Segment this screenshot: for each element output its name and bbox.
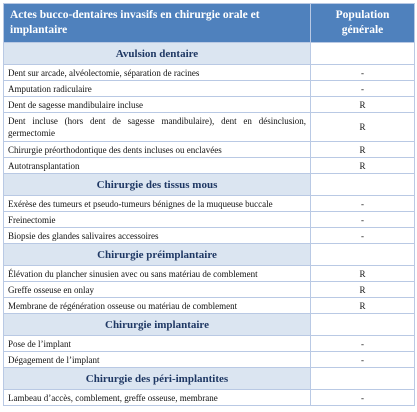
population-cell: -	[311, 196, 415, 212]
section-empty-cell	[311, 244, 415, 266]
section-empty-cell	[311, 43, 415, 65]
table-row	[4, 142, 415, 158]
table-row	[4, 97, 415, 113]
population-cell: R	[311, 282, 415, 298]
population-cell: R	[311, 142, 415, 158]
act-cell: Lambeau d’accès, comblement, greffe osseuse, membrane	[4, 390, 311, 406]
section-empty-cell	[311, 174, 415, 196]
table-row	[4, 282, 415, 298]
section-title: Avulsion dentaire	[4, 43, 311, 65]
table-row	[4, 212, 415, 228]
section-empty-cell	[311, 368, 415, 390]
population-cell: R	[311, 298, 415, 314]
act-cell: Élévation du plancher sinusien avec ou sans matériau de comblement	[4, 266, 311, 282]
section-row	[4, 43, 415, 65]
act-cell: Amputation radiculaire	[4, 81, 311, 97]
population-cell: -	[311, 65, 415, 81]
population-cell: R	[311, 266, 415, 282]
table-row	[4, 65, 415, 81]
population-cell: -	[311, 212, 415, 228]
table-row	[4, 266, 415, 282]
section-title: Chirurgie préimplantaire	[4, 244, 311, 266]
act-cell: Pose de l’implant	[4, 336, 311, 352]
table-row	[4, 336, 415, 352]
population-cell: -	[311, 390, 415, 406]
population-cell: R	[311, 113, 415, 142]
act-cell: Dent de sagesse mandibulaire incluse	[4, 97, 311, 113]
section-title: Chirurgie implantaire	[4, 314, 311, 336]
act-cell: Dent sur arcade, alvéolectomie, séparation de racines	[4, 65, 311, 81]
header-population: Population générale	[311, 4, 415, 43]
section-row	[4, 174, 415, 196]
table-row	[4, 113, 415, 142]
table-row	[4, 81, 415, 97]
population-cell: -	[311, 81, 415, 97]
section-title: Chirurgie des péri-implantites	[4, 368, 311, 390]
act-cell: Greffe osseuse en onlay	[4, 282, 311, 298]
act-cell: Membrane de régénération osseuse ou matériau de comblement	[4, 298, 311, 314]
table-header-row	[4, 4, 415, 43]
section-row	[4, 368, 415, 390]
procedures-table	[3, 3, 415, 406]
population-cell: R	[311, 158, 415, 174]
table-row	[4, 390, 415, 406]
table-row	[4, 196, 415, 212]
act-cell: Exérèse des tumeurs et pseudo-tumeurs bénignes de la muqueuse buccale	[4, 196, 311, 212]
table-row	[4, 228, 415, 244]
section-title: Chirurgie des tissus mous	[4, 174, 311, 196]
table-row	[4, 298, 415, 314]
population-cell: R	[311, 97, 415, 113]
act-cell: Dent incluse (hors dent de sagesse mandibulaire), dent en désinclusion, germectomie	[4, 113, 311, 142]
act-cell: Chirurgie préorthodontique des dents incluses ou enclavées	[4, 142, 311, 158]
act-cell: Autotransplantation	[4, 158, 311, 174]
population-cell: -	[311, 228, 415, 244]
act-cell: Freinectomie	[4, 212, 311, 228]
section-row	[4, 314, 415, 336]
table-row	[4, 352, 415, 368]
population-cell: -	[311, 336, 415, 352]
table-row	[4, 158, 415, 174]
act-cell: Biopsie des glandes salivaires accessoires	[4, 228, 311, 244]
act-cell: Dégagement de l’implant	[4, 352, 311, 368]
section-row	[4, 244, 415, 266]
section-empty-cell	[311, 314, 415, 336]
header-acts: Actes bucco-dentaires invasifs en chirurgie orale et implantaire	[4, 4, 311, 43]
population-cell: -	[311, 352, 415, 368]
